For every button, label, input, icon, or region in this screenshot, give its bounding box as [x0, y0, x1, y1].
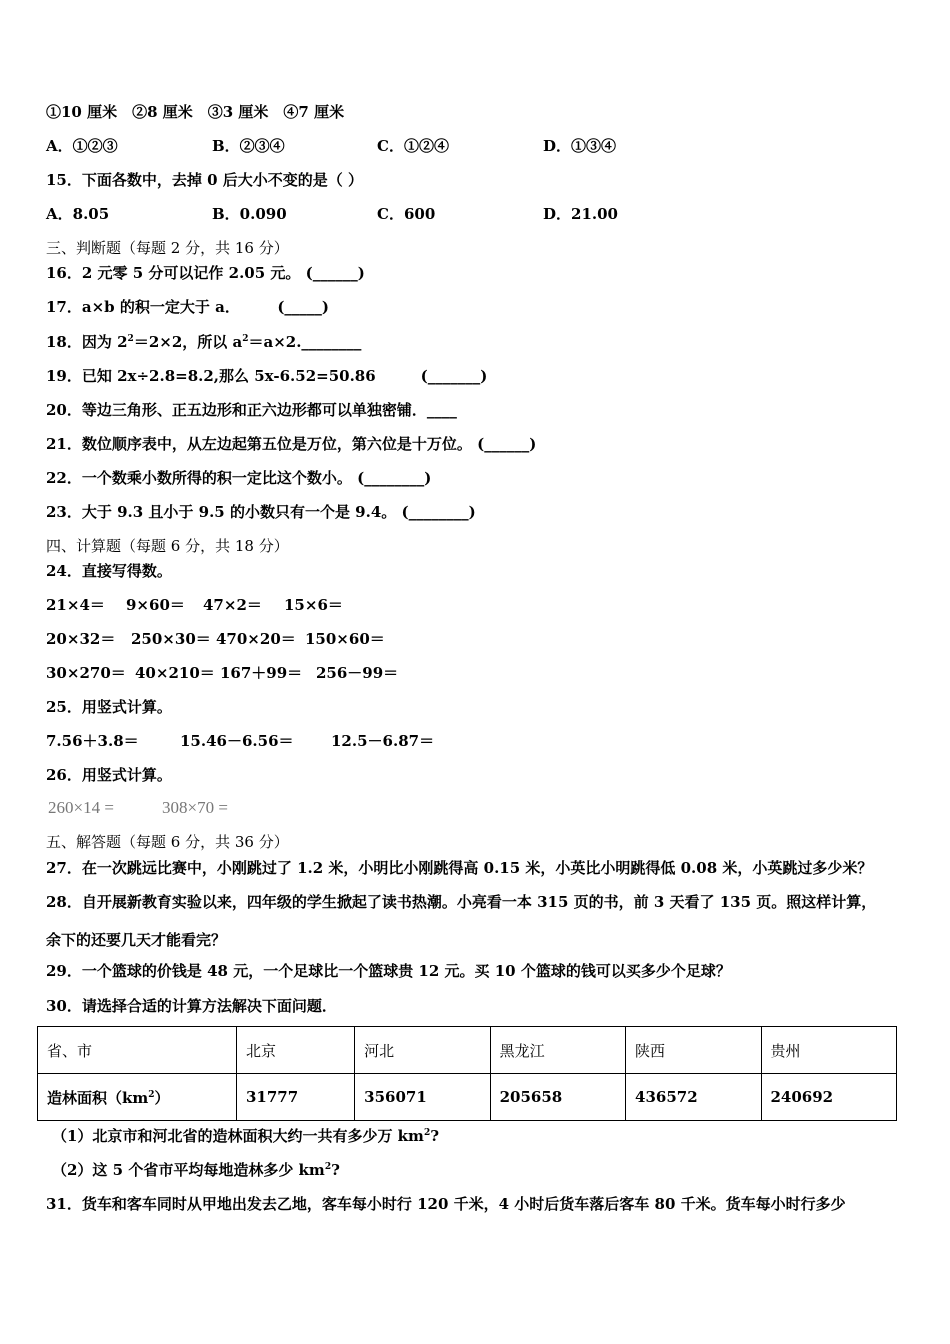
- q24-calc: 470×20＝: [216, 630, 296, 648]
- q26-calc: 308×70 =: [162, 798, 228, 817]
- q25-question: 25．用竖式计算。: [46, 698, 172, 716]
- q15-option-b: B．0.090: [212, 205, 287, 223]
- table-header-cell: 贵州: [761, 1027, 897, 1074]
- q24-calc: 9×60＝: [126, 596, 185, 614]
- q14-lengths: ①10 厘米 ②8 厘米 ③3 厘米 ④7 厘米: [46, 103, 345, 121]
- q14-option-a: A．①②③: [46, 137, 118, 155]
- q28-line1: 28．自开展新教育实验以来，四年级的学生掀起了读书热潮。小亮看一本 315 页的书，前 3 天看了 135 页。照这样计算，: [46, 893, 877, 911]
- q14-option-d: D．①③④: [543, 137, 617, 155]
- q24-question: 24．直接写得数。: [46, 562, 172, 580]
- q26-question: 26．用竖式计算。: [46, 766, 172, 784]
- q24-calc: 250×30＝: [131, 630, 211, 648]
- q24-calc: 20×32＝: [46, 630, 116, 648]
- table-cell: 240692: [761, 1074, 897, 1121]
- section3-title: 三、判断题（每题 2 分，共 16 分）: [46, 239, 289, 257]
- q30-sub2: （2）这 5 个省市平均每地造林多少 $km^2$?: [52, 1161, 340, 1179]
- q24-calc: 167＋99＝: [220, 664, 303, 682]
- table-header-cell: 省、市: [38, 1027, 237, 1074]
- table-row-label: 造林面积$(km^2)$: [38, 1074, 237, 1121]
- table-cell: 31777: [237, 1074, 355, 1121]
- q25-calc: 7.56＋3.8＝: [46, 732, 139, 750]
- q24-calc: 150×60＝: [305, 630, 385, 648]
- q15-question: 15．下面各数中，去掉 0 后大小不变的是（ ）: [46, 171, 363, 189]
- table-cell: 205658: [490, 1074, 625, 1121]
- table-cell: 436572: [626, 1074, 761, 1121]
- q14-option-c: C．①②④: [377, 137, 449, 155]
- table-header-row: [38, 1027, 897, 1074]
- table-header-cell: 北京: [237, 1027, 355, 1074]
- q24-calc: 256－99＝: [316, 664, 399, 682]
- q24-calc: 40×210＝: [135, 664, 215, 682]
- q15-option-c: C．600: [377, 205, 436, 223]
- section4-title: 四、计算题（每题 6 分，共 18 分）: [46, 537, 289, 555]
- q24-calc: 15×6＝: [284, 596, 343, 614]
- table-cell: 356071: [355, 1074, 490, 1121]
- q22: 22．一个数乘小数所得的积一定比这个数小。 (________): [46, 469, 432, 487]
- q28-line2: 余下的还要几天才能看完？: [46, 931, 227, 949]
- q21: 21．数位顺序表中，从左边起第五位是万位，第六位是十万位。 (______): [46, 435, 537, 453]
- table-header-cell: 陕西: [626, 1027, 761, 1074]
- q27: 27．在一次跳远比赛中，小刚跳过了 1.2 米，小明比小刚跳得高 0.15 米，小英比小明跳得低 0.08 米，小英跳过多少米？: [46, 859, 873, 877]
- table-header-cell: 河北: [355, 1027, 490, 1074]
- q24-calc: 30×270＝: [46, 664, 126, 682]
- q24-calc: 47×2＝: [203, 596, 262, 614]
- q16: 16．2 元零 5 分可以记作 2.05 元。 (______): [46, 264, 365, 282]
- q15-option-a: A．8.05: [46, 205, 110, 223]
- table-row: [38, 1074, 897, 1121]
- q15-option-d: D．21.00: [543, 205, 618, 223]
- table-header-cell: 黑龙江: [490, 1027, 625, 1074]
- q14-option-b: B．②③④: [212, 137, 285, 155]
- q25-calc: 12.5－6.87＝: [331, 732, 435, 750]
- q25-calc: 15.46－6.56＝: [180, 732, 294, 750]
- q31: 31．货车和客车同时从甲地出发去乙地，客车每小时行 120 千米，4 小时后货车落后客车 80 千米。货车每小时行多少: [46, 1195, 846, 1213]
- q30-sub1: （1）北京市和河北省的造林面积大约一共有多少万 $km^2$?: [52, 1127, 439, 1145]
- q17: 17．a×b 的积一定大于 a． (_____): [46, 298, 330, 316]
- q23: 23．大于 9.3 且小于 9.5 的小数只有一个是 9.4。 (________): [46, 503, 476, 521]
- q24-calc: 21×4＝: [46, 596, 105, 614]
- q29: 29．一个篮球的价钱是 48 元，一个足球比一个篮球贵 12 元。买 10 个篮球的钱可以买多少个足球？: [46, 962, 731, 980]
- q30-question: 30．请选择合适的计算方法解决下面问题．: [46, 997, 337, 1015]
- q18: 18．因为 $2^2=2\times 2$，所以 $a^2=a\times 2.\_\_\_\_\_\_\_\_$: [46, 333, 362, 351]
- q26-calc: 260×14 =: [48, 798, 114, 817]
- q19: 19．已知 2x÷2.8=8.2,那么 5x-6.52=50.86 (_______): [46, 367, 488, 385]
- afforestation-table: [37, 1026, 897, 1121]
- section5-title: 五、解答题（每题 6 分，共 36 分）: [46, 833, 289, 851]
- q20: 20．等边三角形、正五边形和正六边形都可以单独密铺．____: [46, 401, 457, 419]
